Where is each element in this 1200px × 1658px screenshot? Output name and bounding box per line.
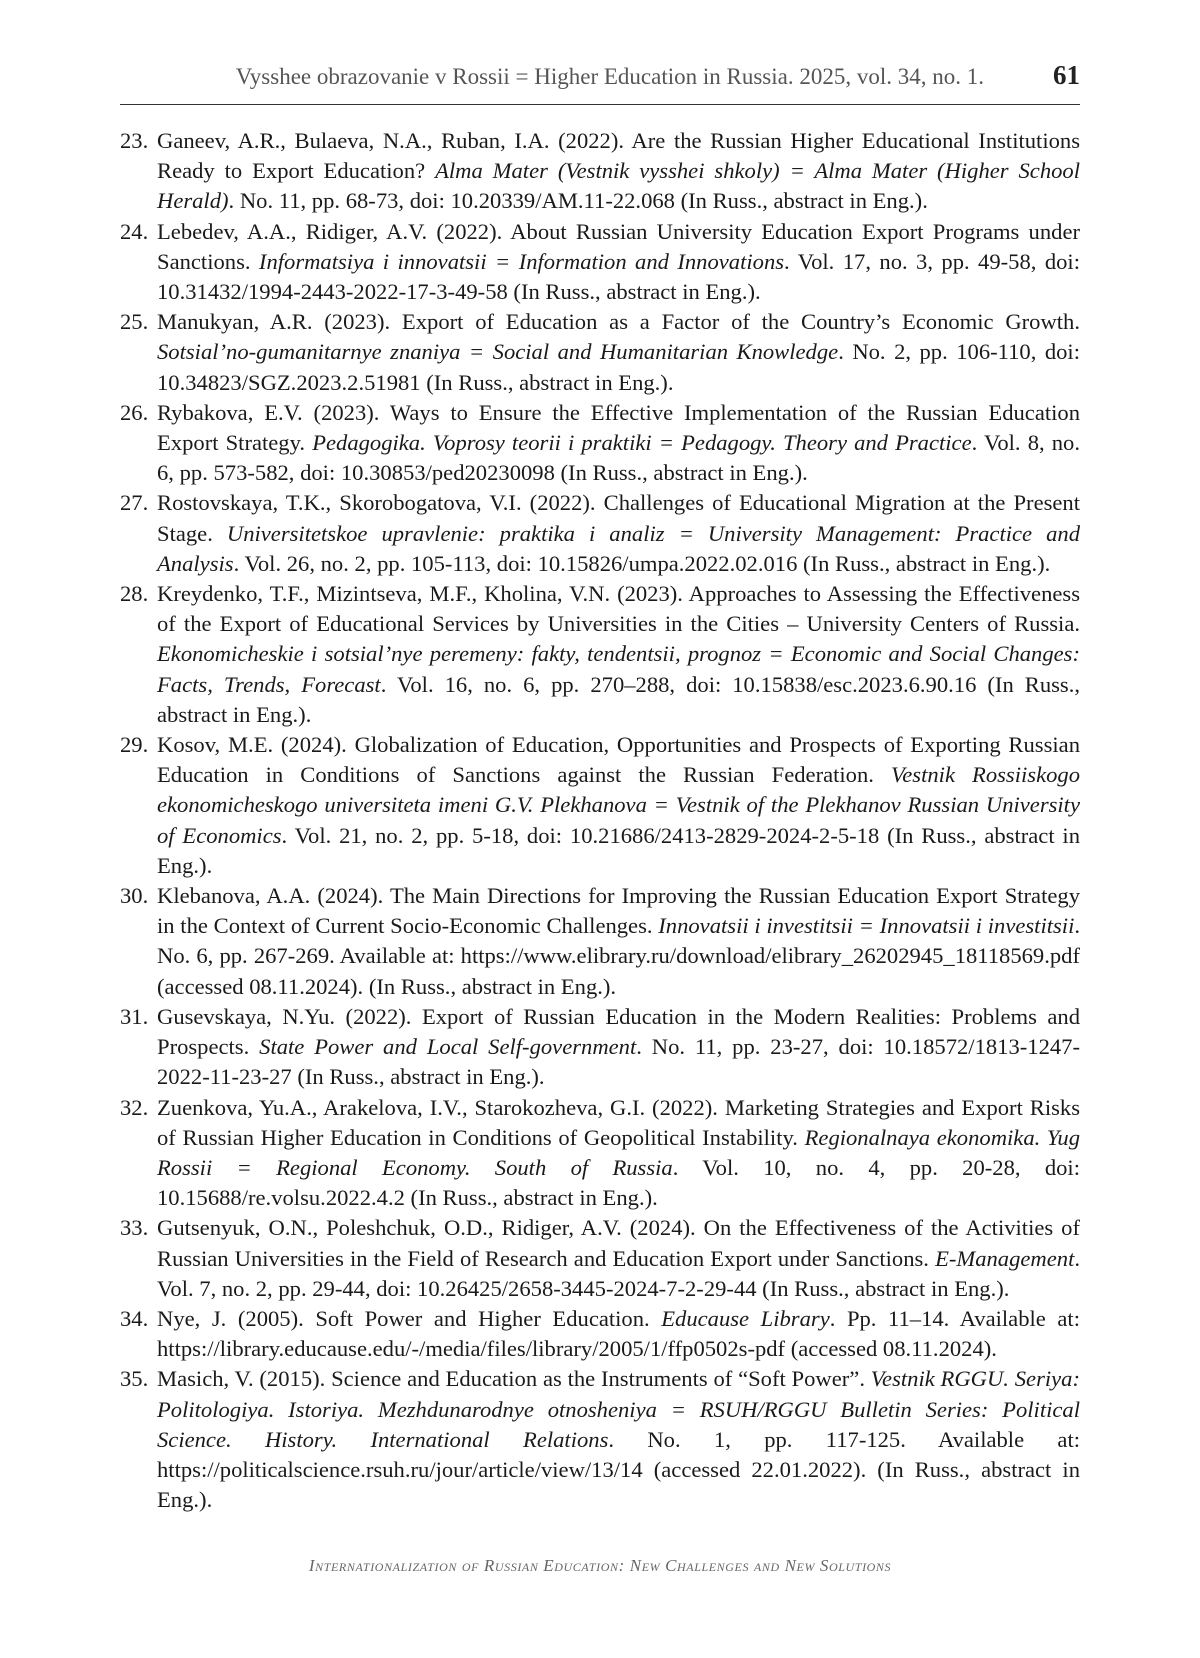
reference-body: Zuenkova, Yu.A., Arakelova, I.V., Starokozheva, G.I. (2022). Marketing Strategies and Export Risks of Russian Higher Education in Conditions of Geopolitical Instability.	[157, 1094, 1080, 1150]
reference-body: Kreydenko, T.F., Mizintseva, M.F., Kholina, V.N. (2023). Approaches to Assessing the Effectiveness of the Export of Educational Services by Universities in the Cities – University Centers of Russia.	[157, 581, 1080, 637]
journal-title: Informatsiya i innovatsii = Information and Innovations	[258, 248, 785, 274]
reference-body: Gusevskaya, N.Yu. (2022). Export of Russian Education in the Modern Realities: Problems and Prospects.	[157, 1003, 1080, 1060]
reference-number: 27.	[120, 490, 149, 516]
reference-body: Klebanova, A.A. (2024). The Main Directions for Improving the Russian Education Export Strategy in the Context of Current Socio-Economic Challenges.	[157, 883, 1080, 939]
journal-title: Vestnik RGGU. Seriya: Politologiya. Istoriya. Mezhdunarodnye otnosheniya = RSUH/RGGU Bulletin Series: Political Science. History. International Relations	[157, 1366, 1081, 1452]
reference-number: 24.	[120, 218, 149, 244]
reference-text	[157, 883, 1080, 999]
reference-list	[120, 126, 1080, 1515]
reference-text	[157, 309, 1080, 394]
reference-body: Gutsenyuk, O.N., Poleshchuk, O.D., Ridiger, A.V. (2024). On the Effectiveness of the Activities of Russian Universities in the Field of Research and Education Export under Sanctions.	[157, 1215, 1080, 1271]
reference-item	[120, 881, 1080, 1002]
reference-text	[157, 1215, 1080, 1300]
reference-details: . No. 11, pp. 23-27, doi: 10.18572/1813-1247-2022-11-23-27 (In Russ., abstract in Eng.).	[157, 1034, 1080, 1090]
reference-item	[120, 398, 1080, 489]
reference-details: . Vol. 8, no. 6, pp. 573-582, doi: 10.30853/ped20230098 (In Russ., abstract in Eng.).	[157, 430, 1080, 486]
reference-body: Ganeev, A.R., Bulaeva, N.A., Ruban, I.A. (2022). Are the Russian Higher Educational Institutions Ready to Export Education?	[157, 128, 1080, 184]
reference-text	[157, 1366, 1080, 1512]
reference-details: . Vol. 16, no. 6, pp. 270–288, doi: 10.15838/esc.2023.6.90.16 (In Russ., abstract in Eng.).	[157, 671, 1081, 727]
reference-item	[120, 730, 1080, 881]
reference-number: 33.	[120, 1215, 149, 1241]
reference-details: . No. 11, pp. 68-73, doi: 10.20339/AM.11-22.068 (In Russ., abstract in Eng.).	[228, 188, 928, 214]
reference-item	[120, 217, 1080, 308]
reference-text	[157, 219, 1080, 304]
reference-details: . Vol. 10, no. 4, pp. 20-28, doi: 10.15688/re.volsu.2022.4.2 (In Russ., abstract in Eng.).	[157, 1154, 1080, 1211]
journal-title: Ekonomicheskie i sotsial’nye peremeny: fakty, tendentsii, prognoz = Economic and Social Changes: Facts, Trends, Forecast	[157, 641, 1080, 697]
reference-number: 30.	[120, 883, 149, 909]
reference-details: . Vol. 17, no. 3, pp. 49-58, doi: 10.31432/1994-2443-2022-17-3-49-58 (In Russ., abstract in Eng.).	[157, 248, 1080, 305]
running-title: Vysshee obrazovanie v Rossii = Higher Education in Russia. 2025, vol. 34, no. 1.	[235, 64, 984, 89]
journal-title: Vestnik Rossiiskogo ekonomicheskogo universiteta imeni G.V. Plekhanova = Vestnik of the Plekhanov Russian University of Economics	[157, 762, 1080, 848]
journal-title: Innovatsii i investitsii = Innovatsii i investitsii	[658, 913, 1075, 939]
reference-number: 26.	[120, 399, 149, 425]
page-header	[120, 58, 1080, 105]
reference-number: 34.	[120, 1305, 149, 1331]
reference-text	[157, 1306, 1080, 1361]
reference-body: Rostovskaya, T.K., Skorobogatova, V.I. (2022). Challenges of Educational Migration at the Present Stage.	[157, 490, 1080, 546]
journal-title: State Power and Local Self-government	[259, 1034, 637, 1060]
journal-title: Sotsial’no-gumanitarnye znaniya = Social and Humanitarian Knowledge	[157, 339, 839, 365]
reference-number: 35.	[120, 1366, 149, 1392]
reference-body: Nye, J. (2005). Soft Power and Higher Education.	[157, 1305, 662, 1331]
reference-details: . Vol. 21, no. 2, pp. 5-18, doi: 10.21686/2413-2829-2024-2-5-18 (In Russ., abstract in Eng.).	[157, 822, 1081, 878]
journal-title: Regionalnaya ekonomika. Yug Rossii = Regional Economy. South of Russia	[157, 1124, 1080, 1180]
reference-details: . Vol. 26, no. 2, pp. 105-113, doi: 10.15826/umpa.2022.02.016 (In Russ., abstract in Eng.).	[233, 550, 1051, 576]
reference-details: . Vol. 7, no. 2, pp. 29-44, doi: 10.26425/2658-3445-2024-7-2-29-44 (In Russ., abstract in Eng.).	[157, 1245, 1080, 1301]
reference-number: 29.	[120, 732, 149, 758]
reference-number: 23.	[120, 128, 149, 153]
reference-item	[120, 1002, 1080, 1093]
reference-body: Manukyan, A.R. (2023). Export of Education as a Factor of the Country’s Economic Growth.	[157, 309, 1080, 335]
reference-item	[120, 488, 1080, 579]
reference-body: Masich, V. (2015). Science and Education as the Instruments of “Soft Power”.	[157, 1366, 871, 1392]
journal-title: Pedagogika. Voprosy teorii i praktiki = Pedagogy. Theory and Practice	[312, 430, 972, 456]
reference-body: Rybakova, E.V. (2023). Ways to Ensure the Effective Implementation of the Russian Education Export Strategy.	[157, 399, 1080, 456]
reference-details: . Pp. 11–14. Available at: https://library.educause.edu/-/media/files/library/2005/1/ffp0502s-pdf (accessed 08.11.2024).	[157, 1305, 1080, 1362]
reference-item	[120, 307, 1080, 398]
reference-text	[157, 581, 1080, 727]
journal-title: Educause Library	[661, 1305, 830, 1331]
reference-text	[157, 490, 1080, 575]
reference-text	[157, 732, 1080, 878]
reference-item	[120, 1304, 1080, 1364]
reference-details: . No. 2, pp. 106-110, doi: 10.34823/SGZ.2023.2.51981 (In Russ., abstract in Eng.).	[157, 339, 1080, 395]
reference-item	[120, 1364, 1080, 1515]
reference-body: Lebedev, A.A., Ridiger, A.V. (2022). About Russian University Education Export Programs under Sanctions.	[157, 218, 1080, 274]
journal-title: E-Management	[935, 1245, 1075, 1271]
reference-details: . No. 1, pp. 117-125. Available at: https://politicalscience.rsuh.ru/jour/article/view/13/14 (accessed 22.01.2022). (In Russ., abstract in Eng.).	[157, 1426, 1081, 1513]
reference-body: Kosov, M.E. (2024). Globalization of Education, Opportunities and Prospects of Exporting Russian Education in Conditions of Sanctions against the Russian Federation.	[157, 732, 1080, 788]
reference-item	[120, 1213, 1080, 1304]
reference-number: 28.	[120, 581, 149, 607]
reference-details: . No. 6, pp. 267-269. Available at: https://www.elibrary.ru/download/elibrary_26202945_18118569.pdf (accessed 08.11.2024). (In Russ., abstract in Eng.).	[157, 913, 1080, 999]
reference-number: 25.	[120, 309, 149, 335]
reference-number: 31.	[120, 1003, 149, 1029]
reference-item	[120, 579, 1080, 730]
reference-number: 32.	[120, 1094, 149, 1120]
reference-text	[157, 400, 1080, 485]
reference-item	[120, 1093, 1080, 1214]
reference-text	[157, 1095, 1080, 1211]
journal-title: Universitetskoe upravlenie: praktika i analiz = University Management: Practice and Analysis	[157, 520, 1080, 576]
journal-title: Alma Mater (Vestnik vysshei shkoly) = Alma Mater (Higher School Herald)	[157, 158, 1080, 214]
page-number: 61	[1053, 60, 1080, 90]
reference-text	[157, 128, 1080, 213]
reference-text	[157, 1004, 1080, 1089]
page-footer: Internationalization of Russian Education: New Challenges and New Solutions	[308, 1556, 892, 1575]
reference-item	[120, 126, 1080, 217]
